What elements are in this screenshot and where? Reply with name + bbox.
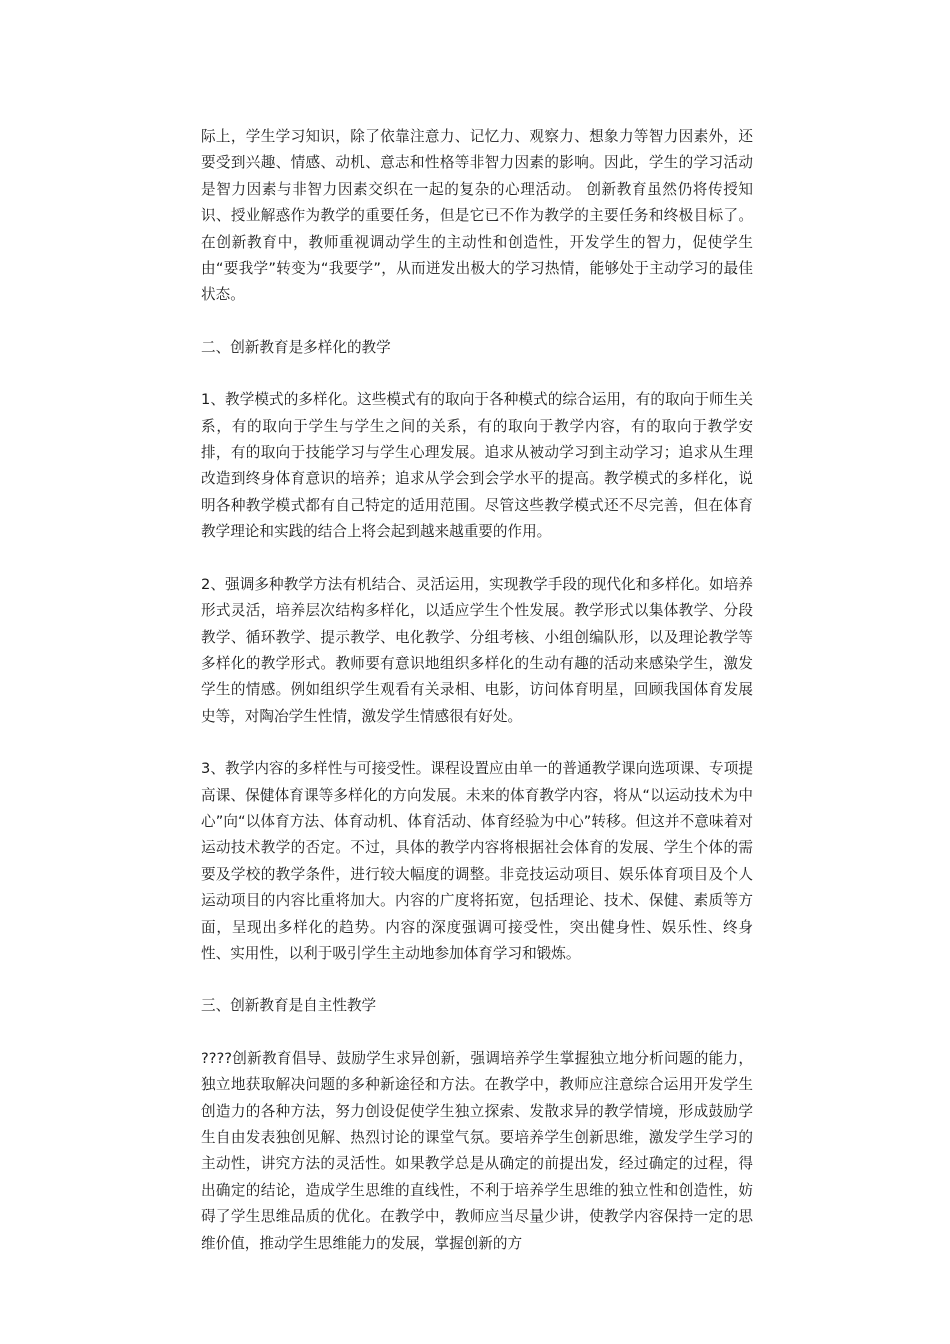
paragraph-spacer [201, 546, 753, 572]
body-paragraph-autonomous-teaching: ????创新教育倡导、鼓励学生求异创新，强调培养学生掌握独立地分析问题的能力，独立地获取解决问题的多种新途径和方法。在教学中，教师应注意综合运用开发学生创造力的各种方法，努力创设促使学生独立探索、发散求异的教学情境，形成鼓励学生自由发表独创见解、热烈讨论的课堂气氛。要培养学生创新思维，激发学生学习的主动性，讲究方法的灵活性。如果教学总是从确定的前提出发，经过确定的过程，得出确定的结论，造成学生思维的直线性，不利于培养学生思维的独立性和创造性，妨碍了学生思维品质的优化。在教学中，教师应当尽量少讲，使教学内容保持一定的思维价值，推动学生思维能力的发展，掌握创新的方 [201, 1049, 753, 1252]
paragraph-spacer [201, 361, 753, 387]
paragraph-spacer [201, 730, 753, 756]
body-paragraph-teaching-models: 1、教学模式的多样化。这些模式有的取向于各种模式的综合运用，有的取向于师生关系，有的取向于学生与学生之间的关系，有的取向于教学内容，有的取向于教学安排，有的取向于技能学习与学生心理发展。追求从被动学习到主动学习；追求从生理改造到终身体育意识的培养；追求从学会到会学水平的提高。教学模式的多样化，说明各种教学模式都有自己特定的适用范围。尽管这些教学模式还不尽完善，但在体育教学理论和实践的结合上将会起到越来越重要的作用。 [201, 391, 753, 541]
paragraph-spacer [201, 1020, 753, 1046]
paragraph-spacer [201, 309, 753, 335]
paragraph-spacer [201, 967, 753, 993]
body-paragraph-1: 际上，学生学习知识，除了依靠注意力、记忆力、观察力、想象力等智力因素外，还要受到兴趣、情感、动机、意志和性格等非智力因素的影响。因此，学生的学习活动是智力因素与非智力因素交织在一起的复杂的心理活动。 创新教育虽然仍将传授知识、授业解惑作为教学的重要任务，但是它已不作为教学的主要任务和终极目标了。在创新教育中，教师重视调动学生的主动性和创造性，开发学生的智力，促使学生由“要我学”转变为“我要学”，从而迸发出极大的学习热情，能够处于主动学习的最佳状态。 [201, 128, 753, 304]
body-paragraph-teaching-content: 3、教学内容的多样性与可接受性。课程设置应由单一的普通教学课向选项课、专项提高课、保健体育课等多样化的方向发展。未来的体育教学内容，将从“以运动技术为中心”向“以体育方法、体育动机、体育活动、体育经验为中心”转移。但这并不意味着对运动技术教学的否定。不过，具体的教学内容将根据社会体育的发展、学生个体的需要及学校的教学条件，进行较大幅度的调整。非竞技运动项目、娱乐体育项目及个人运动项目的内容比重将加大。内容的广度将拓宽，包括理论、技术、保健、素质等方面，呈现出多样化的趋势。内容的深度强调可接受性，突出健身性、娱乐性、终身性、实用性，以利于吸引学生主动地参加体育学习和锻炼。 [201, 760, 753, 962]
section-heading-3: 三、创新教育是自主性教学 [201, 997, 377, 1015]
body-paragraph-teaching-methods: 2、强调多种教学方法有机结合、灵活运用，实现教学手段的现代化和多样化。如培养形式灵活，培养层次结构多样化，以适应学生个性发展。教学形式以集体教学、分段教学、循环教学、提示教学、电化教学、分组考核、小组创编队形，以及理论教学等多样化的教学形式。教师要有意识地组织多样化的生动有趣的活动来感染学生，激发学生的情感。例如组织学生观看有关录相、电影，访问体育明星，回顾我国体育发展史等，对陶冶学生性情，激发学生情感很有好处。 [201, 575, 753, 725]
document-page [201, 124, 753, 1257]
section-heading-2: 二、创新教育是多样化的教学 [201, 338, 391, 356]
